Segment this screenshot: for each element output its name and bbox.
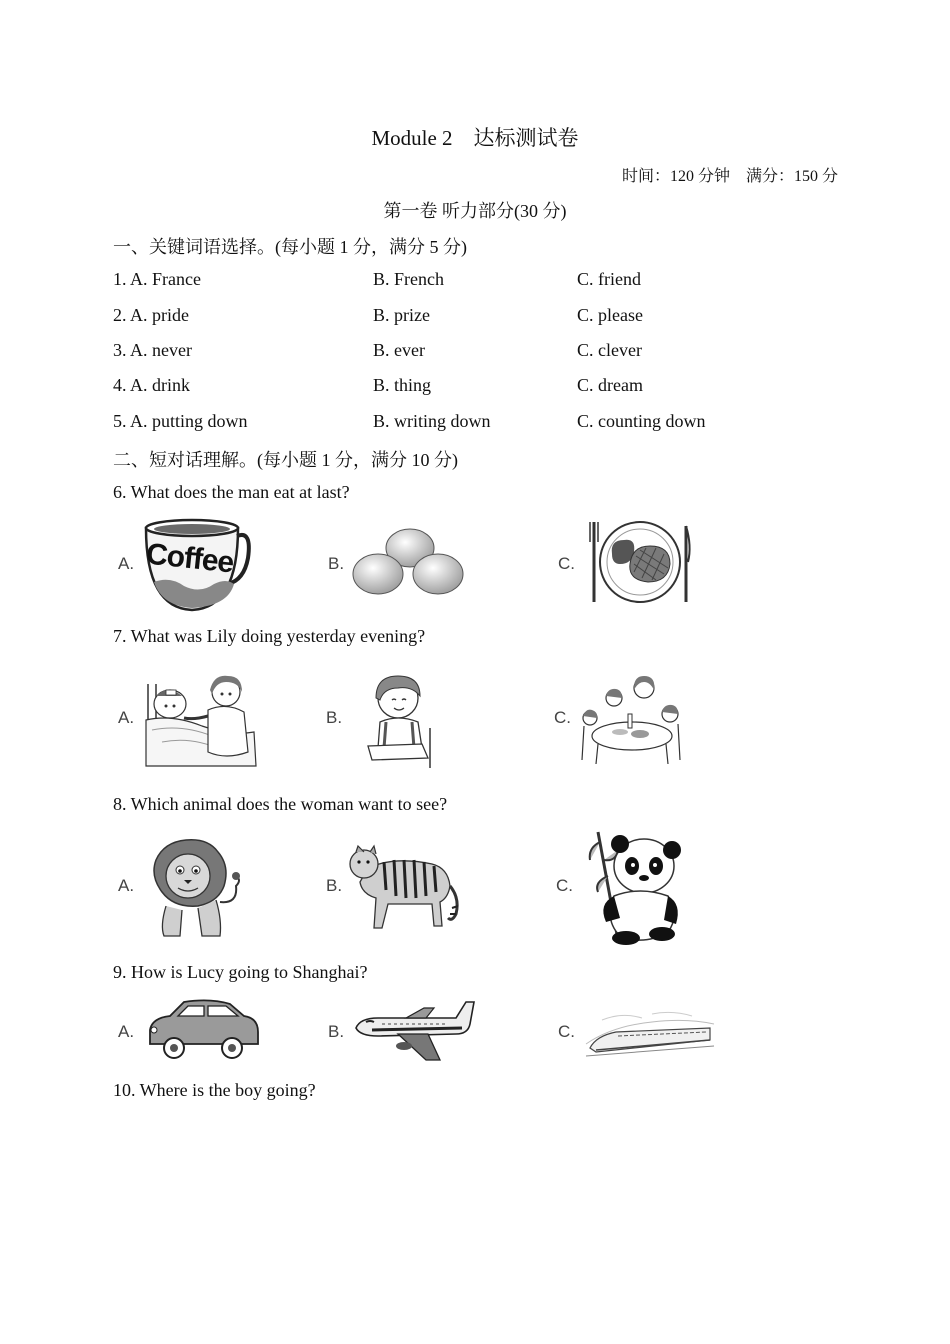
picture-label-b: B. <box>326 876 343 895</box>
option-a: 4. A. drink <box>113 375 191 395</box>
part-heading: 第一卷 听力部分(30 分) <box>383 201 567 221</box>
option-b: B. thing <box>373 375 432 395</box>
option-b: B. ever <box>373 340 425 360</box>
option-b: B. writing down <box>373 411 491 431</box>
option-a: 5. A. putting down <box>113 411 248 431</box>
page-title: Module 2 达标测试卷 <box>371 126 579 150</box>
picture-label-a: A. <box>118 708 135 727</box>
writing-student-picture <box>362 672 438 768</box>
family-dinner-picture <box>578 674 682 766</box>
option-a: 3. A. never <box>113 340 192 360</box>
question-8: 8. Which animal does the woman want to see? <box>113 794 448 814</box>
steak-plate-picture <box>588 516 694 604</box>
question-row-4 <box>113 375 833 399</box>
question-row-1 <box>113 269 833 293</box>
picture-label-b: B. <box>326 708 343 727</box>
eggs-picture <box>352 528 466 598</box>
tiger-picture <box>348 842 462 930</box>
plane-picture <box>352 1000 476 1064</box>
option-c: C. counting down <box>577 411 706 431</box>
picture-label-a: A. <box>118 876 135 895</box>
question-9: 9. How is Lucy going to Shanghai? <box>113 962 368 982</box>
option-b: B. prize <box>373 305 430 325</box>
coffee-cup-picture <box>140 518 252 613</box>
lion-picture <box>146 836 244 940</box>
question-7: 7. What was Lily doing yesterday evening? <box>113 626 426 646</box>
picture-label-c: C. <box>558 554 575 573</box>
train-picture <box>582 1010 718 1060</box>
picture-label-c: C. <box>554 708 571 727</box>
picture-label-a: A. <box>118 554 135 573</box>
picture-label-a: A. <box>118 1022 135 1041</box>
question-row-3 <box>113 340 833 364</box>
picture-label-c: C. <box>556 876 573 895</box>
option-c: C. dream <box>577 375 643 395</box>
question-row-5 <box>113 411 833 435</box>
caring-patient-picture <box>142 670 260 768</box>
picture-label-b: B. <box>328 1022 345 1041</box>
picture-label-b: B. <box>328 554 345 573</box>
panda-picture <box>584 830 686 946</box>
section1-heading: 一、关键词语选择。(每小题 1 分，满分 5 分) <box>113 237 467 257</box>
option-a: 1. A. France <box>113 269 201 289</box>
cup-label: Coffee <box>144 537 235 580</box>
option-c: C. clever <box>577 340 642 360</box>
exam-meta: 时间：120 分钟 满分：150 分 <box>621 168 838 185</box>
question-row-2 <box>113 305 833 329</box>
section2-heading: 二、短对话理解。(每小题 1 分，满分 10 分) <box>113 450 458 470</box>
question-10: 10. Where is the boy going? <box>113 1080 316 1100</box>
car-picture <box>144 1000 262 1064</box>
question-6: 6. What does the man eat at last? <box>113 482 350 502</box>
option-c: C. please <box>577 305 643 325</box>
picture-label-c: C. <box>558 1022 575 1041</box>
option-a: 2. A. pride <box>113 305 189 325</box>
option-c: C. friend <box>577 269 641 289</box>
option-b: B. French <box>373 269 444 289</box>
